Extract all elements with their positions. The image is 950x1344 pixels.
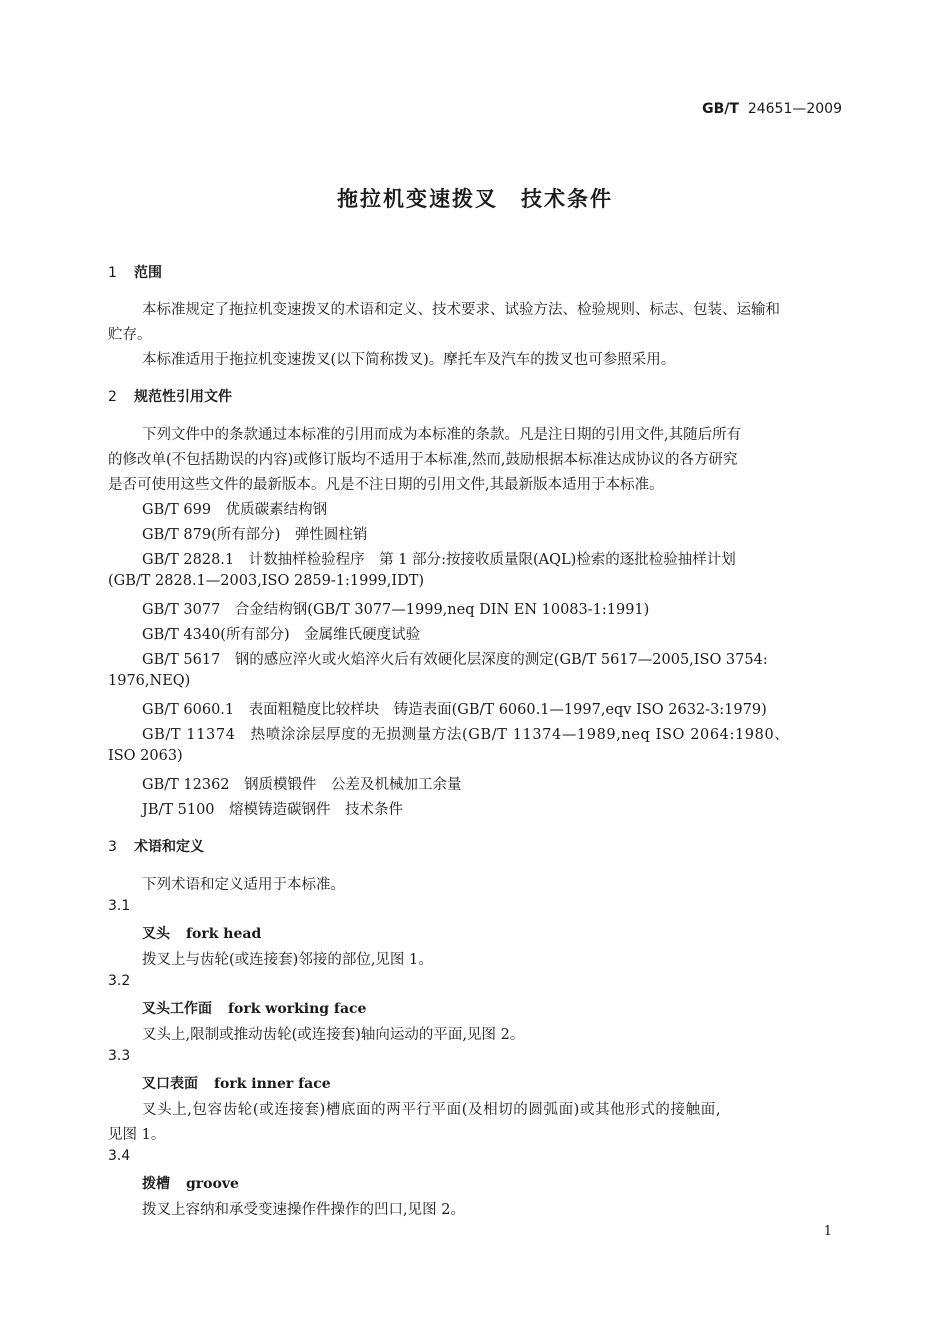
section-3-heading (108, 836, 204, 856)
term-number: 3.3 (108, 1048, 131, 1064)
reference-item: GB/T 879(所有部分) 弹性圆柱销 (142, 527, 368, 543)
standard-prefix: GB/T (702, 101, 739, 117)
term-heading (142, 998, 366, 1018)
term-definition: 叉头上,限制或推动齿轮(或连接套)轴向运动的平面,见图 2。 (142, 1027, 525, 1043)
section-number: 3 (108, 839, 117, 855)
paragraph-line: 本标准规定了拖拉机变速拨叉的术语和定义、技术要求、试验方法、检验规则、标志、包装、运输和 (142, 302, 780, 318)
term-heading (142, 1173, 239, 1193)
term-number: 3.4 (108, 1148, 131, 1164)
term-en: fork working face (228, 1001, 367, 1017)
reference-item: GB/T 11374 热喷涂涂层厚度的无损测量方法(GB/T 11374—1989,neq ISO 2064:1980、 (142, 727, 790, 743)
reference-item-continued: ISO 2063) (108, 748, 183, 764)
standard-code: 24651—2009 (747, 101, 842, 117)
term-number: 3.2 (108, 973, 131, 989)
section-title: 术语和定义 (134, 839, 204, 855)
term-en: fork head (186, 926, 262, 942)
term-heading (142, 1073, 331, 1093)
paragraph-line: 贮存。 (108, 327, 152, 343)
term-en: fork inner face (214, 1076, 331, 1092)
reference-item: GB/T 699 优质碳素结构钢 (142, 502, 328, 518)
paragraph-line: 是否可使用这些文件的最新版本。凡是不注日期的引用文件,其最新版本适用于本标准。 (108, 477, 664, 493)
paragraph-line: 下列术语和定义适用于本标准。 (142, 877, 345, 893)
section-title: 规范性引用文件 (134, 389, 232, 405)
section-number: 2 (108, 389, 117, 405)
reference-item: GB/T 4340(所有部分) 金属维氏硬度试验 (142, 627, 421, 643)
term-definition: 叉头上,包容齿轮(或连接套)槽底面的两平行平面(及相切的圆弧面)或其他形式的接触面, (142, 1102, 722, 1118)
term-zh: 叉头工作面 (142, 1001, 212, 1017)
reference-item: GB/T 2828.1 计数抽样检验程序 第 1 部分:按接收质量限(AQL)检索的逐批检验抽样计划 (142, 552, 736, 568)
section-number: 1 (108, 265, 117, 281)
term-heading (142, 923, 261, 943)
reference-item-continued: (GB/T 2828.1—2003,ISO 2859-1:1999,IDT) (108, 573, 425, 589)
standard-number (702, 101, 842, 117)
reference-item-continued: 1976,NEQ) (108, 673, 191, 689)
section-2-heading (108, 386, 232, 406)
reference-item: GB/T 12362 钢质模锻件 公差及机械加工余量 (142, 777, 462, 793)
term-number: 3.1 (108, 898, 131, 914)
term-zh: 叉头 (142, 926, 170, 942)
term-zh: 叉口表面 (142, 1076, 198, 1092)
paragraph-line: 的修改单(不包括勘误的内容)或修订版均不适用于本标准,然而,鼓励根据本标准达成协议的各方研究 (108, 452, 738, 468)
term-definition: 拨叉上容纳和承受变速操作件操作的凹口,见图 2。 (142, 1202, 465, 1218)
reference-item: GB/T 5617 钢的感应淬火或火焰淬火后有效硬化层深度的测定(GB/T 5617—2005,ISO 3754: (142, 652, 768, 668)
paragraph-line: 本标准适用于拖拉机变速拨叉(以下简称拨叉)。摩托车及汽车的拨叉也可参照采用。 (142, 352, 676, 368)
page-number: 1 (823, 1224, 832, 1239)
term-zh: 拨槽 (142, 1176, 170, 1192)
reference-item: GB/T 3077 合金结构钢(GB/T 3077—1999,neq DIN EN 10083-1:1991) (142, 602, 650, 618)
section-title: 范围 (134, 265, 162, 281)
document-title: 拖拉机变速拨叉 技术条件 (337, 187, 613, 211)
reference-item: JB/T 5100 熔模铸造碳钢件 技术条件 (142, 802, 404, 818)
term-definition: 拨叉上与齿轮(或连接套)邻接的部位,见图 1。 (142, 952, 433, 968)
reference-item: GB/T 6060.1 表面粗糙度比较样块 铸造表面(GB/T 6060.1—1997,eqv ISO 2632-3:1979) (142, 702, 767, 718)
term-en: groove (186, 1176, 239, 1192)
section-1-heading (108, 262, 162, 282)
paragraph-line: 下列文件中的条款通过本标准的引用而成为本标准的条款。凡是注日期的引用文件,其随后所有 (142, 427, 742, 443)
term-definition-continued: 见图 1。 (108, 1127, 166, 1143)
